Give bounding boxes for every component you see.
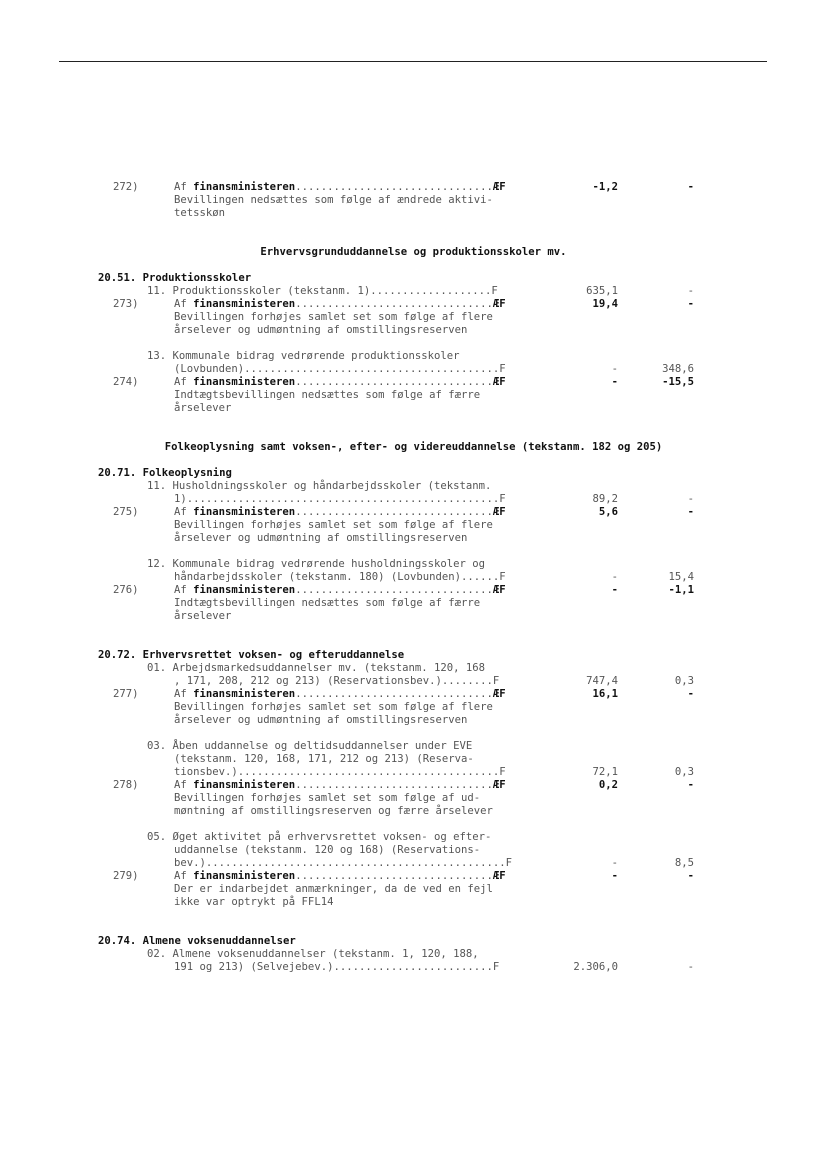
document-line <box>0 779 827 792</box>
document-line <box>0 389 827 402</box>
line-text: Der er indarbejdet anmærkninger, da de ved en fejl <box>174 883 493 895</box>
document-line <box>0 376 827 389</box>
line-text: Bevillingen nedsættes som følge af ændrede aktivi- <box>174 194 493 206</box>
account-heading: 20.71. Folkeoplysning <box>98 467 232 479</box>
document-line <box>0 805 827 818</box>
amendment-line: Af finansministeren...............................ÆF <box>174 584 506 596</box>
line-text: Bevillingen forhøjes samlet set som følge af ud- <box>174 792 481 804</box>
line-text: Bevillingen forhøjes samlet set som følge af flere <box>174 519 493 531</box>
line-text: 11. Husholdningsskoler og håndarbejdsskoler (tekstanm. <box>147 480 492 492</box>
document-line <box>0 506 827 519</box>
value-column-1: 635,1 <box>586 285 618 297</box>
value-column-1: - <box>611 584 618 596</box>
value-column-2: 348,6 <box>662 363 694 375</box>
document-line <box>0 571 827 584</box>
value-column-2: - <box>687 779 694 791</box>
document-line <box>0 519 827 532</box>
document-line <box>0 792 827 805</box>
account-heading: 20.51. Produktionsskoler <box>98 272 252 284</box>
value-column-1: 5,6 <box>598 506 618 518</box>
value-column-2: - <box>687 688 694 700</box>
value-column-2: - <box>687 870 694 882</box>
value-column-2: 0,3 <box>674 766 694 778</box>
document-line <box>0 896 827 909</box>
document-line <box>0 272 827 285</box>
account-heading: 20.74. Almene voksenuddannelser <box>98 935 296 947</box>
document-line <box>0 883 827 896</box>
amendment-number: 272) <box>113 181 139 193</box>
document-line <box>0 675 827 688</box>
amendment-line: Af finansministeren...............................ÆF <box>174 298 506 310</box>
line-text: årselever <box>174 610 232 622</box>
line-text: (tekstanm. 120, 168, 171, 212 og 213) (Reserva- <box>174 753 474 765</box>
amendment-number: 275) <box>113 506 139 518</box>
document-line <box>0 753 827 766</box>
value-column-2: - <box>687 181 694 193</box>
document-line <box>0 194 827 207</box>
section-title-folkeoplysning: Folkeoplysning samt voksen-, efter- og videreuddannelse (tekstanm. 182 og 205) <box>164 441 663 453</box>
line-text: tetsskøn <box>174 207 226 219</box>
document-line <box>0 324 827 337</box>
document-line <box>0 831 827 844</box>
document-line <box>0 532 827 545</box>
value-column-1: 89,2 <box>592 493 618 505</box>
amendment-number: 279) <box>113 870 139 882</box>
value-column-2: - <box>687 506 694 518</box>
line-text: , 171, 208, 212 og 213) (Reservationsbev.)........F <box>174 675 500 687</box>
line-text: håndarbejdsskoler (tekstanm. 180) (Lovbunden)......F <box>174 571 506 583</box>
line-text: tionsbev.).........................................F <box>174 766 506 778</box>
document-line <box>0 714 827 727</box>
line-text: bev.)...............................................F <box>174 857 513 869</box>
value-column-2: - <box>687 298 694 310</box>
document-line <box>0 870 827 883</box>
value-column-2: - <box>687 285 694 297</box>
line-text: Bevillingen forhøjes samlet set som følge af flere <box>174 311 493 323</box>
value-column-1: - <box>611 376 618 388</box>
line-text: ikke var optrykt på FFL14 <box>174 896 334 908</box>
value-column-1: -1,2 <box>592 181 618 193</box>
value-column-1: 19,4 <box>592 298 618 310</box>
line-text: 11. Produktionsskoler (tekstanm. 1)...................F <box>147 285 498 297</box>
line-text: 03. Åben uddannelse og deltidsuddannelser under EVE <box>147 740 473 752</box>
document-line <box>0 181 827 194</box>
document-line <box>0 688 827 701</box>
value-column-2: - <box>687 493 694 505</box>
document-line <box>0 363 827 376</box>
value-column-1: 72,1 <box>592 766 618 778</box>
line-text: møntning af omstillingsreserven og færre årselever <box>174 805 493 817</box>
amendment-line: Af finansministeren...............................ÆF <box>174 870 506 882</box>
line-text: 1).................................................F <box>174 493 506 505</box>
value-column-1: - <box>611 571 618 583</box>
section-title-erhvervsgrund: Erhvervsgrunduddannelse og produktionsskoler mv. <box>260 246 567 258</box>
document-line <box>0 662 827 675</box>
document-line <box>0 467 827 480</box>
value-column-2: 8,5 <box>674 857 694 869</box>
document-line <box>0 285 827 298</box>
amendment-line: Af finansministeren...............................ÆF <box>174 506 506 518</box>
document-line <box>0 935 827 948</box>
document-line <box>0 493 827 506</box>
amendment-line: Af finansministeren...............................ÆF <box>174 376 506 388</box>
value-column-2: 15,4 <box>668 571 694 583</box>
amendment-number: 278) <box>113 779 139 791</box>
line-text: årselever og udmøntning af omstillingsreserven <box>174 532 468 544</box>
document-line <box>0 649 827 662</box>
document-line <box>0 766 827 779</box>
value-column-1: 747,4 <box>586 675 618 687</box>
line-text: 05. Øget aktivitet på erhvervsrettet voksen- og efter- <box>147 831 492 843</box>
line-text: Bevillingen forhøjes samlet set som følge af flere <box>174 701 493 713</box>
line-text: uddannelse (tekstanm. 120 og 168) (Reservations- <box>174 844 481 856</box>
document-line <box>0 480 827 493</box>
amendment-number: 274) <box>113 376 139 388</box>
value-column-2: 0,3 <box>674 675 694 687</box>
line-text: 191 og 213) (Selvejebev.).........................F <box>174 961 500 973</box>
document-line <box>0 701 827 714</box>
top-rule <box>59 61 767 62</box>
document-line <box>0 948 827 961</box>
document-line <box>0 857 827 870</box>
line-text: Indtægtsbevillingen nedsættes som følge af færre <box>174 389 481 401</box>
value-column-1: - <box>611 857 618 869</box>
value-column-1: 2.306,0 <box>573 961 618 973</box>
value-column-1: - <box>611 870 618 882</box>
document-line <box>0 311 827 324</box>
document-line <box>0 207 827 220</box>
line-text: Indtægtsbevillingen nedsættes som følge af færre <box>174 597 481 609</box>
document-line <box>0 844 827 857</box>
document-line <box>0 584 827 597</box>
line-text: 12. Kommunale bidrag vedrørende husholdningsskoler og <box>147 558 486 570</box>
document-line <box>0 597 827 610</box>
value-column-2: -1,1 <box>668 584 694 596</box>
document-line <box>0 402 827 415</box>
document-line <box>0 610 827 623</box>
amendment-line: Af finansministeren...............................ÆF <box>174 688 506 700</box>
line-text: årselever <box>174 402 232 414</box>
value-column-1: 0,2 <box>598 779 618 791</box>
amendment-number: 273) <box>113 298 139 310</box>
account-heading: 20.72. Erhvervsrettet voksen- og efteruddannelse <box>98 649 405 661</box>
value-column-2: -15,5 <box>662 376 694 388</box>
document-line <box>0 961 827 974</box>
value-column-1: 16,1 <box>592 688 618 700</box>
amendment-line: Af finansministeren...............................ÆF <box>174 181 506 193</box>
document-line <box>0 298 827 311</box>
value-column-1: - <box>611 363 618 375</box>
amendment-number: 277) <box>113 688 139 700</box>
line-text: 13. Kommunale bidrag vedrørende produktionsskoler <box>147 350 460 362</box>
amendment-line: Af finansministeren...............................ÆF <box>174 779 506 791</box>
line-text: 02. Almene voksenuddannelser (tekstanm. 1, 120, 188, <box>147 948 479 960</box>
document-line <box>0 558 827 571</box>
line-text: (Lovbunden)........................................F <box>174 363 506 375</box>
line-text: 01. Arbejdsmarkedsuddannelser mv. (tekstanm. 120, 168 <box>147 662 486 674</box>
document-line <box>0 350 827 363</box>
line-text: årselever og udmøntning af omstillingsreserven <box>174 324 468 336</box>
amendment-number: 276) <box>113 584 139 596</box>
line-text: årselever og udmøntning af omstillingsreserven <box>174 714 468 726</box>
value-column-2: - <box>687 961 694 973</box>
document-line <box>0 740 827 753</box>
